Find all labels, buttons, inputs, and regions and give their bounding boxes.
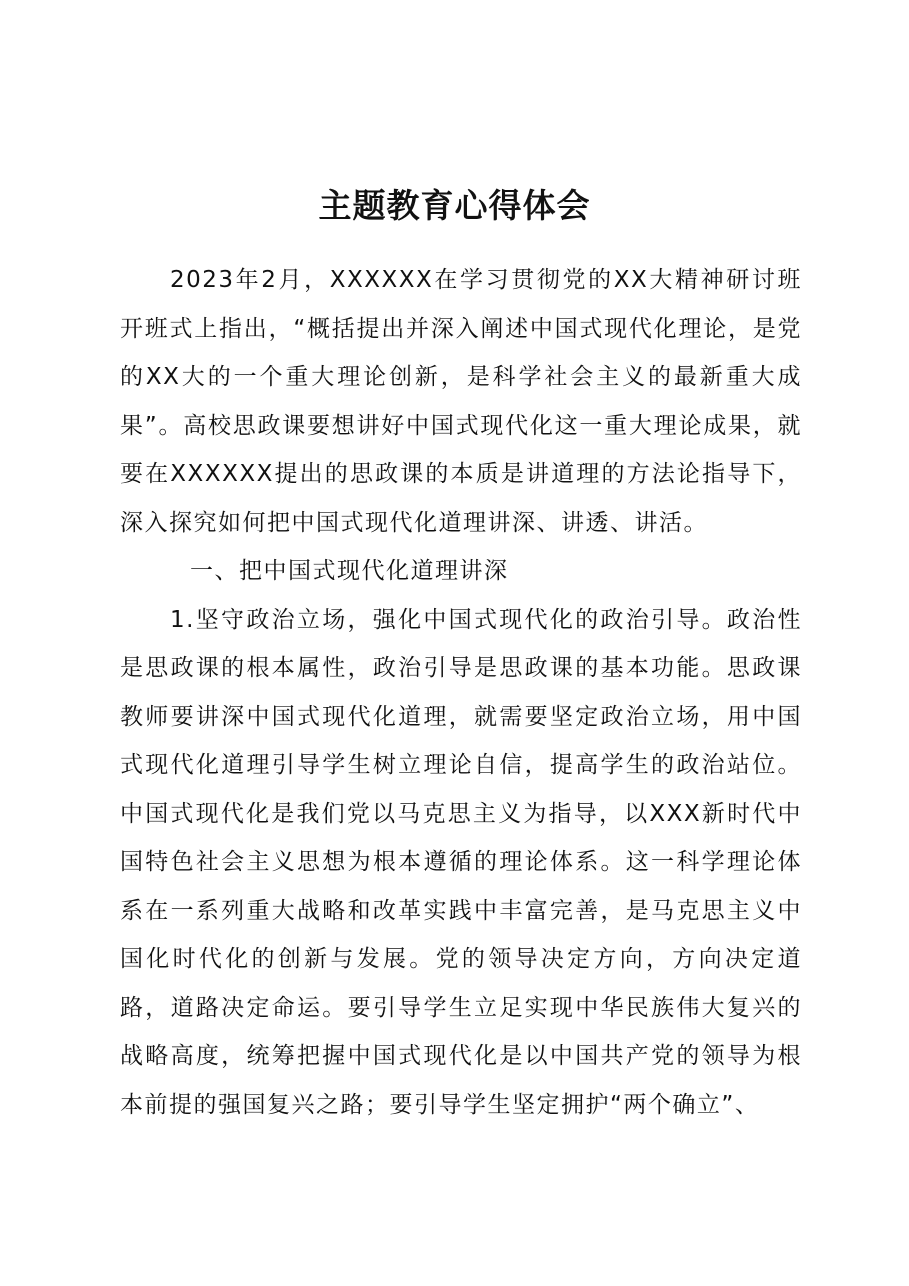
section-heading: 一、把中国式现代化道理讲深 (190, 558, 509, 584)
section-paragraph: 1.坚守政治立场，强化中国式现代化的政治引导。政治性是思政课的根本属性，政治引导是思政课的基本功能。思政课教师要讲深中国式现代化道理，就需要坚定政治立场，用中国式现代化道理引导学生树立理论自信，提高学生的政治站位。中国式现代化是我们党以马克思主义为指导，以XXX新时代中国特色社会主义思想为根本遵循的理论体系。这一科学理论体系在一系列重大战略和改革实践中丰富完善，是马克思主义中国化时代化的创新与发展。党的领导决定方向，方向决定道路，道路决定命运。要引导学生立足实现中华民族伟大复兴的战略高度，统筹把握中国式现代化是以中国共产党的领导为根本前提的强国复兴之路；要引导学生坚定拥护“两个确立”、 (120, 606, 802, 1118)
document-title: 主题教育心得体会 (318, 186, 591, 225)
document-body (120, 256, 802, 1129)
intro-paragraph: 2023年2月，XXXXXX在学习贯彻党的XX大精神研讨班开班式上指出，“概括提出并深入阐述中国式现代化理论，是党的XX大的一个重大理论创新，是科学社会主义的最新重大成果”。高校思政课要想讲好中国式现代化这一重大理论成果，就要在XXXXXX提出的思政课的本质是讲道理的方法论指导下，深入探究如何把中国式现代化道理讲深、讲透、讲活。 (120, 267, 802, 536)
